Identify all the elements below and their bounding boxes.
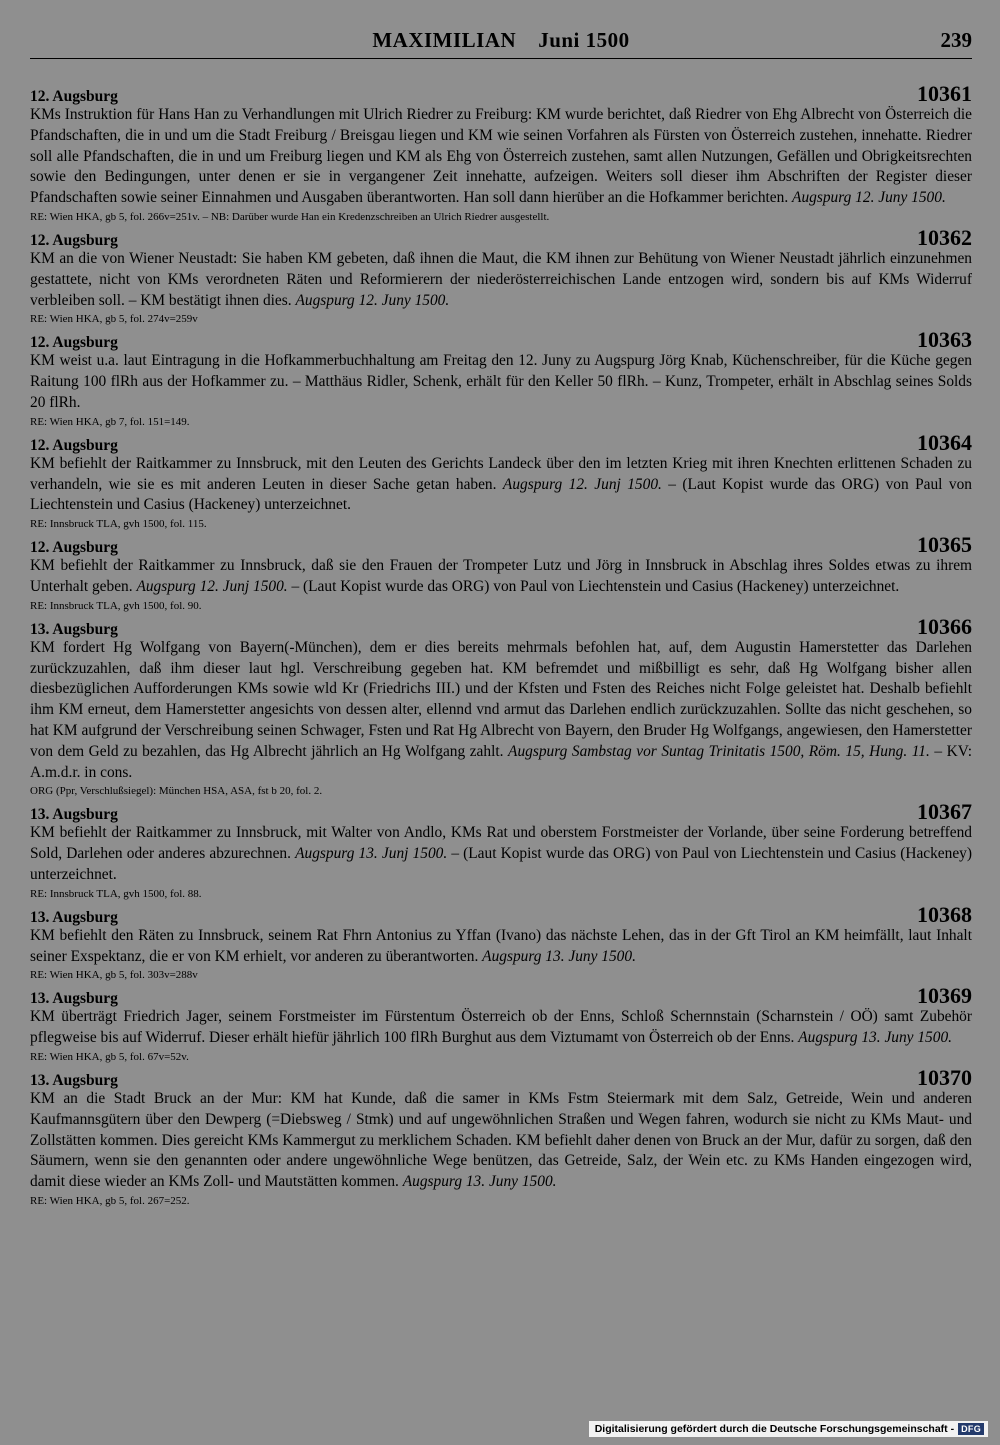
entry-date-place: 12. Augsburg: [30, 436, 118, 454]
entry-heading: [30, 532, 972, 558]
entry-summary: KM befiehlt den Räten zu Innsbruck, seinem Rat Fhrn Antonius zu Yffan (Ivano) das nächste Lehen, das in der Gft Tirol an KM heimfällt, laut Inhalt seiner Exspektanz, die er von KM erhielt, vor anderen zu überantworten.: [30, 926, 972, 965]
entry-number: 10362: [917, 224, 972, 250]
entry-text: [30, 454, 972, 516]
entry-heading: [30, 613, 972, 639]
entry-text: [30, 351, 972, 413]
entry-note: – (Laut Kopist wurde das ORG) von Paul von Liechtenstein und Casius (Hackeney) unterzeichnet.: [30, 475, 972, 514]
entry-dating: Augspurg 13. Juny 1500.: [798, 1029, 952, 1047]
entry-number: 10370: [917, 1064, 972, 1090]
entry-heading: [30, 81, 972, 106]
entry-summary: KM befiehlt der Raitkammer zu Innsbruck, mit den Leuten des Gerichts Landeck über den im letzten Krieg mit ihren Knechten erlittenen Schaden zu verhandeln, wie sie es mit anderen Leuten in dieser Sache getan haben.: [30, 454, 972, 493]
running-title: [30, 28, 972, 53]
entry-text: [30, 823, 972, 885]
entry-text: [30, 249, 972, 311]
entry-number: 10366: [917, 613, 972, 639]
funding-footer: [589, 1421, 988, 1437]
regest-entry: [30, 224, 972, 327]
entry-number: 10365: [917, 532, 972, 558]
entry-number: 10361: [917, 81, 972, 106]
entry-summary: KM überträgt Friedrich Jager, seinem Forstmeister im Fürstentum Österreich ob der Enns, Schloß Schernnstain (Scharnstein / OÖ) samt Zubehör pflegweise bis auf Widerruf. Dieser erhält hiefür jährlich 100 flRh Burghut aus dem Viztumamt von Österreich ob der Enns.: [30, 1008, 972, 1047]
entry-text: [30, 556, 972, 598]
entry-source-ref: RE: Wien HKA, gb 5, fol. 266v=251v. – NB: Darüber wurde Han ein Kredenzschreiben an Ulrich Riedrer ausgestellt.: [30, 210, 550, 223]
entry-note: – (Laut Kopist wurde das ORG) von Paul von Liechtenstein und Casius (Hackeney) unterzeichnet.: [287, 577, 900, 595]
entry-summary: KMs Instruktion für Hans Han zu Verhandlungen mit Ulrich Riedrer zu Freiburg: KM wurde berichtet, daß Riedrer von Ehg Albrecht von Österreich die Pfandschaften, die in und um die Stadt Freiburg / Breisgau liegen und KM wie seinen Vorfahren als Fürsten von Österreich zustehen, innehatte. Riedrer soll alle Pfandschaften, die in und um Freiburg liegen und KM als Ehg von Österreich zustehen, samt allen Nutzungen, Gefällen und Obrigkeitsrechten sowie den Bedingungen, unter denen er sie in vergangener Zeit innehatte, aufzeigen. Weiters soll dieser ihm Abschriften der Register dieser Pfandschaften sowie seiner Einnahmen und Ausgaben überantworten. Han soll dann hierüber an die Hofkammer berichten.: [30, 106, 972, 207]
entry-date-place: 13. Augsburg: [30, 1071, 118, 1089]
entry-summary: KM weist u.a. laut Eintragung in die Hofkammerbuchhaltung am Freitag den 12. Juny zu Augspurg Jörg Knab, Küchenschreiber, für die Küche gegen Raitung 100 flRh aus der Hofkammer zu. – Matthäus Ridler, Schenk, erhält für den Keller 50 flRh. – Kunz, Trompeter, erhält in Abschlag seines Solds 20 flRh.: [30, 352, 972, 411]
entry-source-ref: ORG (Ppr, Verschlußsiegel): München HSA, ASA, fst b 20, fol. 2.: [30, 785, 323, 798]
entry-heading: [30, 983, 972, 1009]
entry-number: 10369: [917, 983, 972, 1009]
funding-text: Digitalisierung gefördert durch die Deutsche Forschungsgemeinschaft -: [594, 1423, 955, 1435]
entry-dating: Augspurg 12. Junj 1500.: [502, 475, 662, 493]
entry-heading: [30, 799, 972, 825]
entry-source-ref: RE: Innsbruck TLA, gvh 1500, fol. 90.: [30, 599, 202, 612]
entry-text: [30, 105, 972, 209]
entry-heading: [30, 1064, 972, 1090]
running-title-name: MAXIMILIAN: [372, 28, 517, 52]
entry-heading: [30, 429, 972, 455]
entry-heading: [30, 901, 972, 927]
entry-summary: KM an die von Wiener Neustadt: Sie haben KM gebeten, daß ihnen die Maut, die KM ihnen zur Behütung von Wiener Neustadt jährlich einzunehmen gestattete, nicht von KMs verordneten Räten und Reformierern der niederösterreichischen Lande entzogen wird, sondern bis auf KMs Widerruf verbleiben soll. – KM bestätigt ihnen dies.: [30, 249, 972, 309]
entry-date-place: 12. Augsburg: [30, 88, 118, 105]
entry-summary: KM befiehlt der Raitkammer zu Innsbruck, mit Walter von Andlo, KMs Rat und oberstem Forstmeister der Vorlande, über seine Forderung betreffend Sold, Darlehen oder anderes abzurechnen.: [30, 824, 972, 863]
entry-dating: Augspurg 13. Junj 1500.: [295, 845, 448, 863]
entry-date-place: 13. Augsburg: [30, 990, 118, 1008]
entry-summary: KM fordert Hg Wolfgang von Bayern(-München), dem er dies bereits mehrmals befohlen hat, auf, dem Augustin Hamerstetter das Darlehen zurückzuzahlen, daß ihm dieser laut hgl. Verschreibung gegeben hat. KM befremdet und mißbilligt es sehr, daß Hg Wolfgang bisher allen diesbezüglichen Aufforderungen KMs sowie wld Kr (Friedrichs III.) und der Kfsten und Fsten des Reiches nicht Folge geleistet hat. Deshalb befiehlt ihm KM erneut, dem Hamerstetter angesichts von dessen alter, ellennd vnd armut das Darlehen endlich zurückzuzahlen. Sollte das nicht geschehen, so hat KM aufgrund der Verschreibung seinen Schwager, Fsten und Rat Hg Albrecht von Bayern, den Bruder Hg Wolfgangs, angewiesen, den Hamerstetter von dem Geld zu bezahlen, das Hg Albrecht jährlich an Hg Wolfgang zahlt.: [30, 638, 972, 760]
entry-dating: Augspurg 12. Juny 1500.: [792, 189, 946, 207]
entry-dating: Augspurg 12. Juny 1500.: [295, 291, 450, 309]
entry-date-place: 12. Augsburg: [30, 539, 118, 557]
entry-dating: Augspurg 13. Juny 1500.: [482, 947, 636, 965]
entry-text: [30, 638, 972, 784]
entry-source-ref: RE: Innsbruck TLA, gvh 1500, fol. 88.: [30, 887, 202, 900]
entry-number: 10364: [917, 429, 972, 455]
regest-entry: [30, 983, 972, 1065]
entry-dating: Augspurg 12. Junj 1500.: [136, 577, 288, 595]
entry-source-ref: RE: Wien HKA, gb 5, fol. 267=252.: [30, 1194, 190, 1207]
entry-source-ref: RE: Wien HKA, gb 7, fol. 151=149.: [30, 415, 190, 428]
regest-entry: [30, 613, 972, 800]
entry-note: – KV: A.m.d.r. in cons.: [30, 742, 972, 781]
entry-source-ref: RE: Wien HKA, gb 5, fol. 303v=288v: [30, 969, 198, 982]
running-title-date: Juni 1500: [538, 28, 630, 52]
dfg-logo: DFG: [958, 1423, 984, 1435]
entry-text: [30, 1089, 972, 1193]
entry-date-place: 12. Augsburg: [30, 334, 118, 352]
entry-dating: Augspurg 13. Juny 1500.: [402, 1173, 557, 1191]
entry-text: [30, 1007, 972, 1049]
regest-entry: [30, 429, 972, 532]
entry-summary: KM befiehlt der Raitkammer zu Innsbruck, daß sie den Frauen der Trompeter Lutz und Jörg in Innsbruck in Abschlag ihres Soldes etwas zu ihrem Unterhalt geben.: [30, 557, 972, 595]
entry-heading: [30, 224, 972, 250]
entry-date-place: 13. Augsburg: [30, 908, 118, 926]
entry-date-place: 12. Augsburg: [30, 231, 118, 249]
entry-text: [30, 926, 972, 968]
regest-entry: [30, 532, 972, 614]
entry-source-ref: RE: Wien HKA, gb 5, fol. 67v=52v.: [30, 1050, 189, 1063]
entry-dating: Augspurg Sambstag vor Suntag Trinitatis 1500, Röm. 15, Hung. 11.: [508, 742, 930, 760]
entry-heading: [30, 327, 972, 353]
entry-number: 10367: [917, 799, 972, 825]
regest-entry: [30, 799, 972, 901]
regest-entry: [30, 81, 972, 225]
entry-note: – (Laut Kopist wurde das ORG) von Paul von Liechtenstein und Casius (Hackeney) unterzeichnet.: [30, 845, 972, 883]
entry-number: 10368: [917, 901, 972, 927]
entry-source-ref: RE: Innsbruck TLA, gvh 1500, fol. 115.: [30, 518, 207, 531]
regesta-list: [30, 81, 972, 1212]
entry-number: 10363: [917, 327, 972, 353]
entry-summary: KM an die Stadt Bruck an der Mur: KM hat Kunde, daß die samer in KMs Fstm Steiermark mit dem Salz, Getreide, Wein und anderen Kaufmannsgütern über den Dewperg (=Diebsweg / Stmk) und auf ungewöhnlichen Straßen und Wegen fahren, wodurch sie nicht zu KMs Maut- und Zollstätten kommen. Dies gereicht KMs Kammergut zu merklichem Schaden. KM befiehlt daher denen von Bruck an der Mur, dafür zu sorgen, daß den Säumern, wenn sie den genannten oder andere ungewöhnliche Wege benützen, das Getreide, Salz, der Wein etc. zu KMs Handen eingezogen wird, damit diese wieder an KMs Zoll- und Mautstätten kommen.: [30, 1089, 972, 1191]
entry-date-place: 13. Augsburg: [30, 620, 118, 638]
regest-entry: [30, 901, 972, 984]
entry-source-ref: RE: Wien HKA, gb 5, fol. 274v=259v: [30, 313, 198, 326]
page-number: 239: [940, 28, 972, 52]
entry-date-place: 13. Augsburg: [30, 806, 118, 824]
page-header: [30, 28, 972, 59]
regest-entry: [30, 1064, 972, 1209]
regest-entry: [30, 327, 972, 429]
